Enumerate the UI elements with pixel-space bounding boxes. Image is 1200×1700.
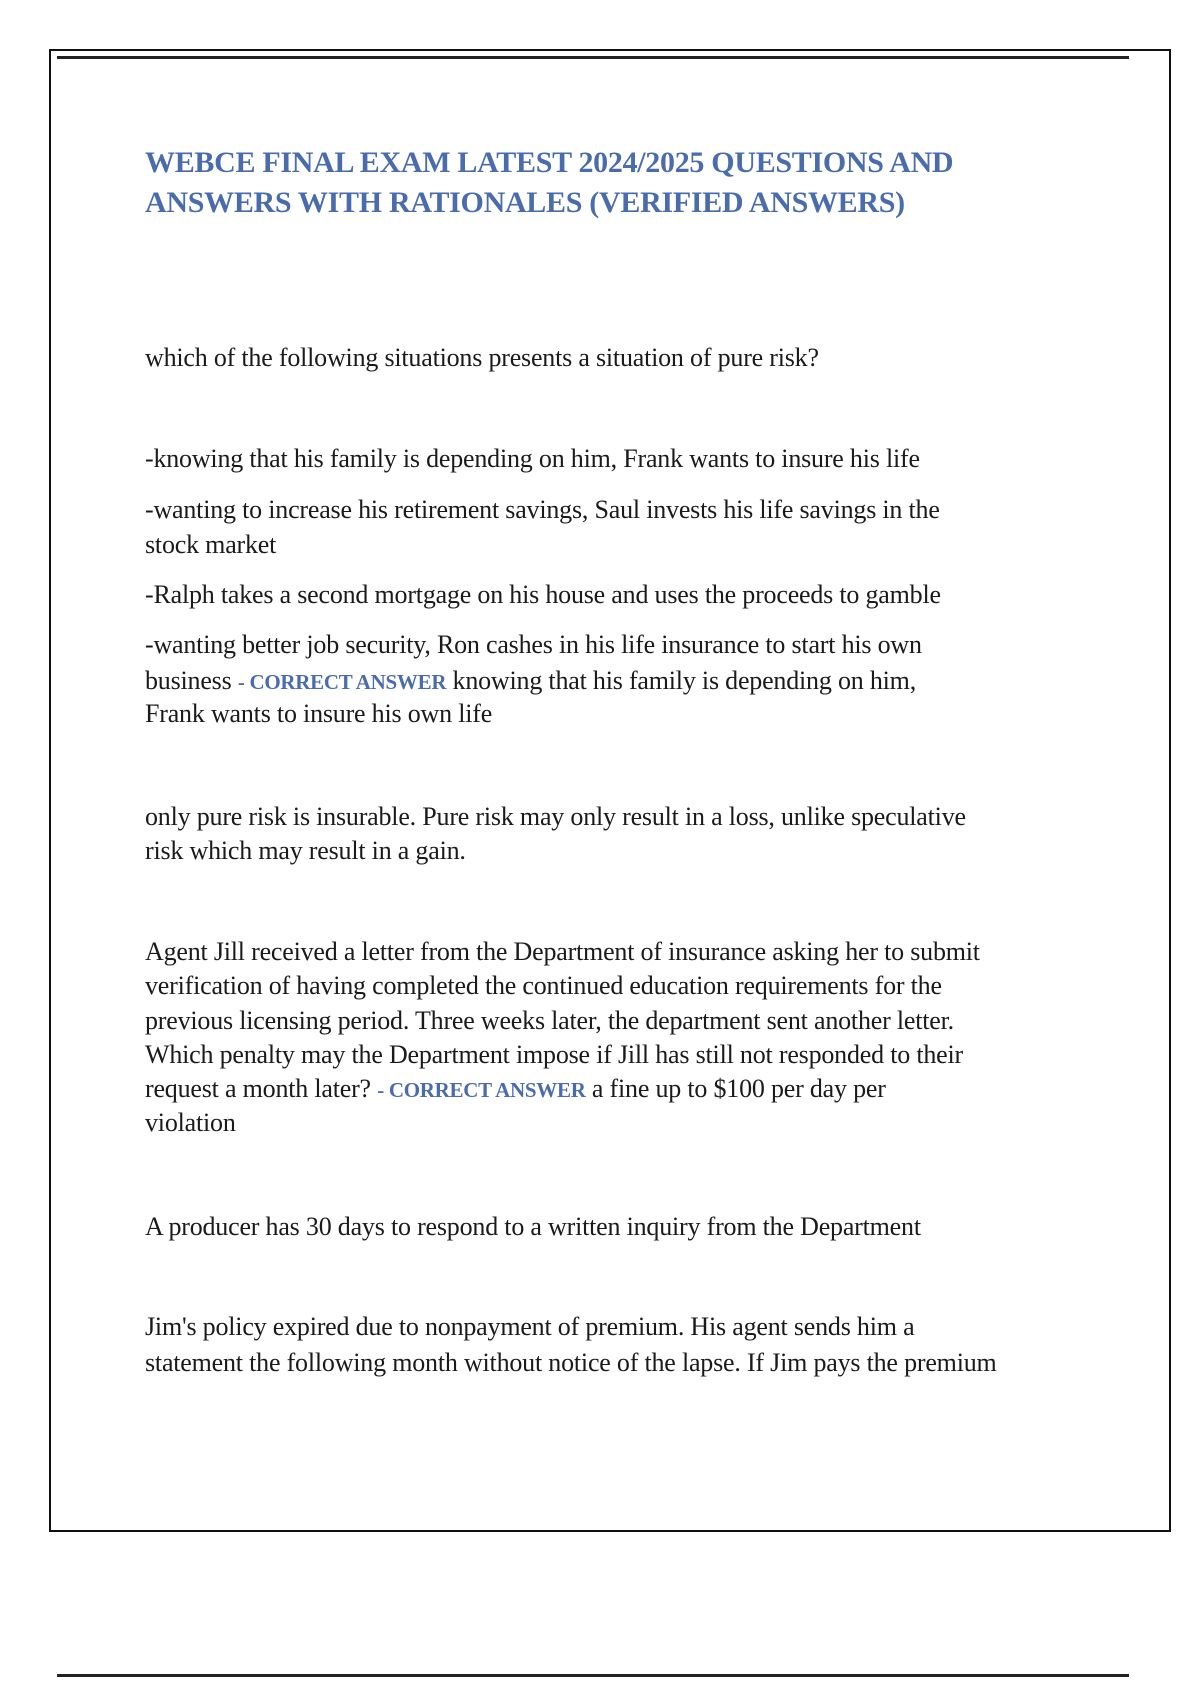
- title-line: WEBCE FINAL EXAM LATEST 2024/2025 QUESTIONS AND: [145, 146, 954, 179]
- question-2-answer-line: [145, 1074, 886, 1104]
- question-3-cont: statement the following month without notice of the lapse. If Jim pays the premium: [145, 1348, 997, 1377]
- top-rule: [57, 56, 1129, 59]
- answer-text: a fine up to $100 per day per: [591, 1074, 886, 1103]
- question-3: Jim's policy expired due to nonpayment of premium. His agent sends him a: [145, 1312, 915, 1341]
- question-2-cont: Which penalty may the Department impose if Jill has still not responded to their: [145, 1040, 963, 1069]
- page-border: [49, 49, 1171, 1532]
- rationale-1: only pure risk is insurable. Pure risk may only result in a loss, unlike speculative: [145, 802, 966, 831]
- answer-cont: violation: [145, 1108, 236, 1137]
- option-2-cont: stock market: [145, 530, 277, 559]
- option-3: -Ralph takes a second mortgage on his house and uses the proceeds to gamble: [145, 580, 941, 609]
- option-1: -knowing that his family is depending on him, Frank wants to insure his life: [145, 444, 920, 473]
- answer-cont: Frank wants to insure his own life: [145, 699, 493, 728]
- answer-text: knowing that his family is depending on him,: [452, 666, 917, 695]
- title-line: ANSWERS WITH RATIONALES (VERIFIED ANSWERS): [145, 186, 905, 219]
- rationale-2: A producer has 30 days to respond to a written inquiry from the Department: [145, 1212, 921, 1241]
- correct-answer-label: - CORRECT ANSWER: [237, 670, 447, 694]
- option-4-answer-line: [145, 666, 916, 696]
- document-title: [145, 143, 953, 223]
- correct-answer-label: - CORRECT ANSWER: [377, 1078, 586, 1102]
- rationale-1-cont: risk which may result in a gain.: [145, 836, 466, 865]
- option-2: -wanting to increase his retirement savings, Saul invests his life savings in the: [145, 495, 940, 524]
- option-4-cont: business: [145, 666, 232, 695]
- question-2-cont: previous licensing period. Three weeks later, the department sent another letter.: [145, 1006, 954, 1035]
- bottom-rule: [57, 1674, 1129, 1677]
- question-1: which of the following situations presents a situation of pure risk?: [145, 343, 819, 372]
- question-2: Agent Jill received a letter from the Department of insurance asking her to submit: [145, 937, 980, 966]
- question-2-end: request a month later?: [145, 1074, 371, 1103]
- question-2-cont: verification of having completed the continued education requirements for the: [145, 971, 942, 1000]
- option-4: -wanting better job security, Ron cashes in his life insurance to start his own: [145, 630, 922, 659]
